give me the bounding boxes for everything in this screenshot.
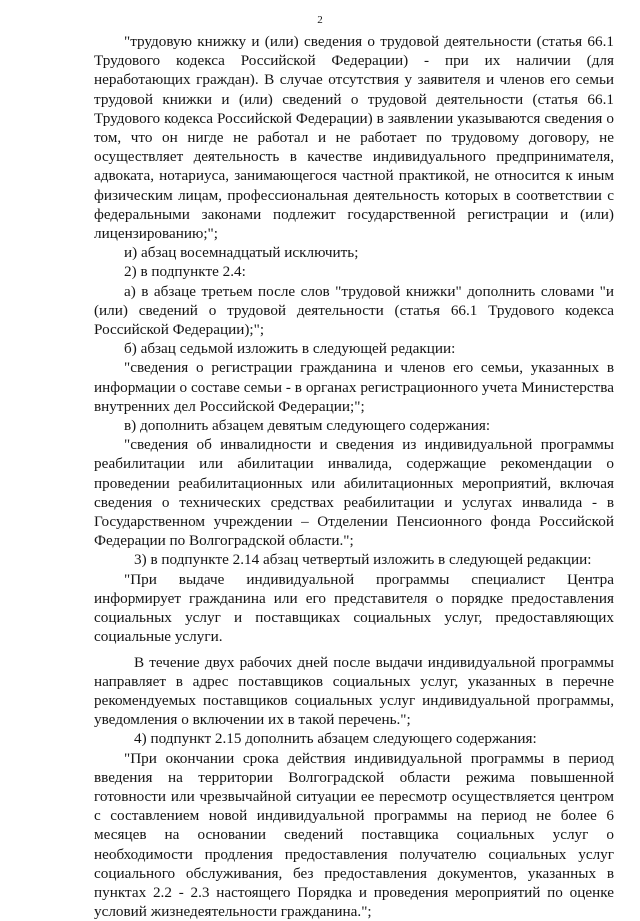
paragraph-two-days: В течение двух рабочих дней после выдачи индивидуальной программы направляет в адрес поставщиков социальных услуг, указанных в перечне рекомендуемых поставщиков социальных услуг индивидуальной программы, уведомления о включении их в такой перечень."; xyxy=(94,653,614,729)
paragraph-item-v: в) дополнить абзацем девятым следующего содержания: xyxy=(124,417,491,435)
paragraph-item-i: и) абзац восемнадцатый исключить; xyxy=(124,244,359,262)
paragraph-labor-book-quote: "трудовую книжку и (или) сведения о трудовой деятельности (статья 66.1 Трудового кодекса Российской Федерации) - при их наличии (для неработающих граждан). В случае отсутствия у заявителя и членов его семьи трудовой книжки и (или) сведений о трудовой деятельности (статья 66.1 Трудового кодекса Российской Федерации) в заявлении указываются сведения о том, что он нигде не работал и не работает по трудовому договору, не осуществляет деятельность в качестве индивидуального предпринимателя, адвоката, нотариуса, занимающегося частной практикой, не относится к иным физическим лицам, профессиональная деятельность которых в соответствии с федеральными законами подлежит государственной регистрации и (или) лицензированию;"; xyxy=(94,33,614,243)
paragraph-disability-quote: "сведения об инвалидности и сведения из индивидуальной программы реабилитации или абилитации инвалида, содержащие рекомендации о проведении реабилитационных или абилитационных мероприятий, включая сведения о технических средствах реабилитации и услугах инвалида - в Государственном учреждении – Отделении Пенсионного фонда Российской Федерации по Волгоградской области."; xyxy=(94,436,614,550)
paragraph-program-issue-quote: "При выдаче индивидуальной программы специалист Центра информирует гражданина или его представителя о порядке предоставления социальных услуг и поставщиках социальных услуг, предоставляющих социальные услуги. xyxy=(94,570,614,646)
paragraph-item-4: 4) подпункт 2.15 дополнить абзацем следующего содержания: xyxy=(134,730,537,748)
paragraph-item-a: а) в абзаце третьем после слов "трудовой книжки" дополнить словами "и (или) сведений о трудовой деятельности (статья 66.1 Трудового кодекса Российской Федерации);"; xyxy=(94,282,614,339)
document-body xyxy=(94,32,614,921)
page-number: 2 xyxy=(317,14,323,26)
paragraph-item-b: б) абзац седьмой изложить в следующей редакции: xyxy=(124,340,456,358)
paragraph-item-2: 2) в подпункте 2.4: xyxy=(124,263,246,281)
paragraph-program-end-quote: "При окончании срока действия индивидуальной программы в период введения на территории Волгоградской области режима повышенной готовности или чрезвычайной ситуации ее пересмотр осуществляется центром с составлением новой индивидуальной программы на период не более 6 месяцев на основании сведений поставщика социальных услуг о необходимости продления предоставления получателю социальных услуг социального обслуживания, без предоставления документов, указанных в пунктах 2.2 - 2.3 настоящего Порядка и проведения мероприятий по оценке условий жизнедеятельности гражданина."; xyxy=(94,749,614,921)
paragraph-item-3: 3) в подпункте 2.14 абзац четвертый изложить в следующей редакции: xyxy=(134,551,592,569)
paragraph-registration-quote: "сведения о регистрации гражданина и членов его семьи, указанных в информации о составе семьи - в органах регистрационного учета Министерства внутренних дел Российской Федерации;"; xyxy=(94,359,614,415)
